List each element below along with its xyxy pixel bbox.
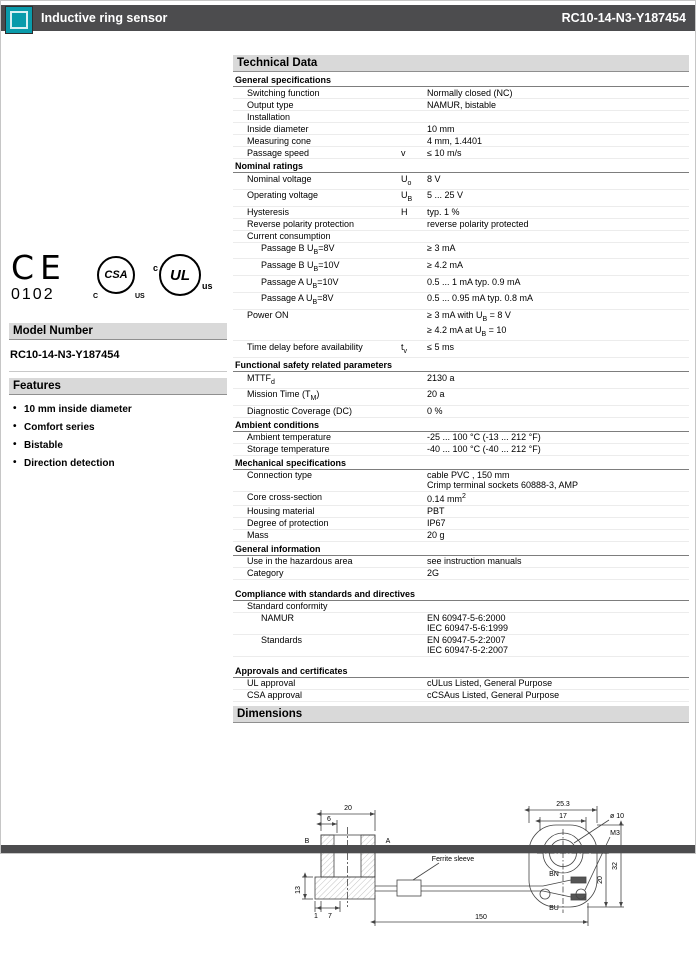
tech-label: Connection type (247, 470, 313, 481)
tech-symbol (401, 432, 427, 442)
dim-label-width-6: 6 (327, 815, 331, 823)
tech-row (233, 341, 689, 358)
dim-label-height-13: 13 (295, 885, 302, 894)
tech-row (233, 406, 689, 418)
tech-value: 2G (427, 568, 440, 579)
tech-label: Passage A $U_B=8V$ (261, 293, 334, 307)
tech-label: Output type (247, 99, 294, 110)
tech-value: 4 mm, 1.4401 (427, 135, 483, 146)
tech-row (233, 372, 689, 389)
tech-symbol: v (401, 147, 406, 158)
tech-symbol (401, 112, 427, 122)
dim-label-height-20: 20 (597, 875, 604, 884)
tech-symbol: $U_o$ (401, 173, 412, 187)
tech-label: Housing material (247, 506, 315, 517)
tech-row (233, 111, 689, 123)
csa-us-mark: US (135, 293, 145, 300)
dim-label-m3: M3 (610, 829, 620, 837)
tech-label: Reverse polarity protection (247, 219, 355, 230)
dim-label-width-253: 25.3 (556, 800, 570, 808)
tech-section-title: General information (233, 543, 689, 556)
ce-mark-letters: CE (11, 248, 67, 287)
ring-cross-section-right (361, 835, 375, 877)
tech-value: -25 ... 100 °C (-13 ... 212 °F) (427, 432, 541, 443)
tech-section-title: Ambient conditions (233, 419, 689, 432)
tech-value (427, 112, 689, 122)
tech-symbol (401, 293, 427, 308)
tech-value: 0.5 ... 1 mA typ. 0.9 mA (427, 276, 521, 287)
tech-label: Ambient temperature (247, 432, 332, 443)
tech-symbol (401, 635, 427, 655)
right-column (233, 55, 689, 960)
tech-row (233, 530, 689, 542)
tech-row (233, 276, 689, 293)
tech-label: Use in the hazardous area (247, 556, 353, 567)
dim-label-dia-10: ø 10 (609, 812, 625, 820)
dim-label-1: 1 (314, 912, 318, 920)
tech-label: Passage speed (247, 147, 310, 158)
tech-section-title: Nominal ratings (233, 160, 689, 173)
tech-value: 10 mm (427, 123, 455, 134)
tech-label: Passage B $U_B=10V$ (261, 259, 340, 273)
tech-symbol (401, 277, 427, 292)
tech-row (233, 635, 689, 657)
tech-label: Time delay before availability (247, 341, 363, 352)
tech-value: ≥ 4.2 mA (427, 259, 463, 270)
ul-logo (159, 254, 201, 296)
tech-row (233, 147, 689, 159)
tech-symbol: $t_v$ (401, 341, 408, 355)
tech-row (233, 219, 689, 231)
tech-label: Passage B $U_B=8V$ (261, 243, 335, 256)
tech-label: Category (247, 568, 284, 579)
tech-label: Standard conformity (247, 601, 328, 612)
ce-mark (11, 248, 67, 304)
header-bar (1, 5, 695, 31)
ring-cross-section-left (321, 835, 334, 877)
tech-symbol (401, 613, 427, 633)
tech-row (233, 389, 689, 406)
tech-symbol (401, 492, 427, 504)
tech-label: Operating voltage (247, 190, 319, 201)
tech-value: 0.5 ... 0.95 mA typ. 0.8 mA (427, 293, 534, 304)
tech-symbol (401, 556, 427, 566)
tech-row (233, 243, 689, 260)
tech-symbol (401, 568, 427, 578)
wire-label-bu: BU (549, 904, 559, 912)
tech-value: cCSAus Listed, General Purpose (427, 690, 560, 701)
tech-label: Current consumption (247, 231, 331, 242)
dim-label-width-17: 17 (559, 812, 567, 820)
tech-symbol (401, 136, 427, 146)
ul-c-mark: c (153, 263, 159, 273)
tech-row (233, 601, 689, 613)
tech-value: ≤ 10 m/s (427, 147, 462, 158)
csa-logo-text: CSA (104, 269, 128, 281)
tech-row (233, 259, 689, 276)
ferrite-sleeve-shape (397, 880, 421, 896)
tech-symbol (401, 690, 427, 700)
feature-item: • Comfort series (11, 422, 225, 433)
feature-item: • Direction detection (11, 458, 225, 469)
tech-row (233, 518, 689, 530)
tech-symbol (401, 406, 427, 416)
model-number: RC10-14-N3-Y187454 (9, 342, 227, 372)
features-heading: Features (9, 378, 227, 395)
tech-row (233, 556, 689, 568)
dimensions-heading: Dimensions (233, 706, 689, 723)
ferrite-sleeve-label: Ferrite sleeve (431, 855, 475, 863)
tech-label: Passage A $U_B=10V$ (261, 276, 339, 290)
tech-value: IP67 (427, 518, 446, 529)
dim-label-7: 7 (328, 912, 332, 920)
tech-row (233, 293, 689, 310)
tech-row (233, 190, 689, 207)
tech-value: ≤ 5 ms (427, 341, 454, 352)
ul-us-mark: us (202, 281, 213, 291)
tech-value: 0 % (427, 406, 443, 417)
tech-symbol (401, 243, 427, 258)
ul-logo-text: UL (170, 266, 190, 284)
tech-label: Mission Time $(T_M)$ (247, 389, 320, 403)
tech-row (233, 678, 689, 690)
content-columns (9, 31, 687, 921)
tech-symbol (401, 88, 427, 98)
tech-row (233, 173, 689, 190)
tech-label: Degree of protection (247, 518, 329, 529)
page-title: Inductive ring sensor (41, 11, 168, 25)
direction-label-a: A (385, 837, 391, 845)
tech-row (233, 470, 689, 492)
brand-icon (5, 6, 33, 34)
feature-item: • 10 mm inside diameter (11, 404, 225, 415)
tech-symbol (401, 506, 427, 516)
tech-section-title: Approvals and certificates (233, 665, 689, 678)
tech-symbol (401, 231, 427, 241)
tech-row (233, 506, 689, 518)
direction-label-b: B (304, 837, 310, 845)
footer-bar (1, 845, 695, 853)
tech-value: Normally closed (NC) (427, 87, 513, 98)
tech-label: Power ON (247, 310, 289, 321)
tech-label: Hysteresis (247, 207, 290, 218)
tech-row (233, 432, 689, 444)
tech-symbol: $U_B$ (401, 190, 413, 204)
tech-label: $MTTF_d$ (247, 372, 275, 386)
tech-symbol (401, 470, 427, 490)
tech-symbol (401, 678, 427, 688)
tech-value: NAMUR, bistable (427, 99, 497, 110)
tech-symbol (401, 444, 427, 454)
left-column (9, 31, 227, 476)
csa-c-mark: C (93, 293, 99, 300)
model-number-heading: Model Number (9, 323, 227, 340)
tech-value: -40 ... 100 °C (-40 ... 212 °F) (427, 444, 541, 455)
tech-label: Diagnostic Coverage (DC) (247, 406, 353, 417)
tech-symbol (401, 260, 427, 275)
tech-value: ≥ 3 mA (427, 243, 456, 254)
tech-value: PBT (427, 506, 445, 517)
tech-label: CSA approval (247, 690, 303, 701)
tech-symbol (401, 530, 427, 540)
features-list (9, 395, 227, 469)
tech-value (427, 601, 689, 611)
tech-label: Installation (247, 111, 291, 122)
csa-logo (97, 256, 135, 294)
tech-symbol (401, 219, 427, 229)
tech-label: Inside diameter (247, 123, 309, 134)
sensor-base (315, 877, 375, 899)
tech-value: typ. 1 % (427, 207, 460, 218)
tech-symbol (401, 518, 427, 528)
tech-row (233, 613, 689, 635)
tech-symbol (401, 389, 427, 404)
tech-value: 5 ... 25 V (427, 190, 464, 201)
mounting-hole-left (540, 889, 550, 899)
certification-logos (9, 248, 227, 323)
tech-value: 20 g (427, 530, 445, 541)
technical-data-heading: Technical Data (233, 55, 689, 72)
tech-row (233, 310, 689, 342)
header-part-number: RC10-14-N3-Y187454 (561, 11, 686, 25)
tech-label: Nominal voltage (247, 173, 312, 184)
dim-label-height-32: 32 (612, 861, 619, 870)
technical-data-table (233, 74, 689, 702)
tech-section-title: Compliance with standards and directives (233, 588, 689, 601)
tech-symbol: H (401, 207, 408, 218)
dimension-drawing (291, 795, 631, 955)
tech-section-title: General specifications (233, 74, 689, 87)
tech-value: 0.14 $mm^2$ (427, 493, 466, 505)
tech-value: 20 a (427, 389, 445, 400)
tech-value (427, 231, 689, 241)
tech-row (233, 690, 689, 702)
tech-row (233, 123, 689, 135)
tech-value: 8 V (427, 173, 441, 184)
tech-row (233, 444, 689, 456)
tech-label: UL approval (247, 678, 296, 689)
tech-symbol (401, 100, 427, 110)
tech-label: Mass (247, 530, 269, 541)
tech-value: ≥ 3 mA with $U_B = 8$ V ≥ 4.2 mA at $U_B = 10$ (427, 310, 511, 338)
tech-row (233, 99, 689, 111)
dim-label-cable-150: 150 (475, 913, 487, 921)
tech-value: EN 60947-5-6:2000 IEC 60947-5-6:1999 (427, 613, 509, 634)
tech-value: see instruction manuals (427, 556, 522, 567)
terminal-bn (571, 877, 586, 883)
tech-value: cable PVC , 150 mm Crimp terminal sockets 60888-3, AMP (427, 470, 579, 491)
terminal-bu (571, 894, 586, 900)
tech-row (233, 207, 689, 219)
tech-value: reverse polarity protected (427, 219, 529, 230)
tech-section-title: Mechanical specifications (233, 457, 689, 470)
tech-value: EN 60947-5-2:2007 IEC 60947-5-2:2007 (427, 635, 509, 656)
tech-value: cULus Listed, General Purpose (427, 678, 553, 689)
tech-row (233, 568, 689, 580)
tech-label: Switching function (247, 87, 320, 98)
tech-row (233, 135, 689, 147)
tech-row (233, 87, 689, 99)
tech-symbol (401, 601, 427, 611)
tech-label: NAMUR (261, 613, 294, 624)
tech-symbol (401, 124, 427, 134)
tech-row (233, 492, 689, 506)
tech-label: Storage temperature (247, 444, 330, 455)
tech-row (233, 231, 689, 243)
dimensions-drawing-area (291, 795, 631, 960)
dim-label-width-20: 20 (344, 804, 352, 812)
wire-label-bn: BN (549, 870, 559, 878)
tech-label: Core cross-section (247, 492, 323, 503)
tech-symbol (401, 373, 427, 388)
tech-section-title: Functional safety related parameters (233, 359, 689, 372)
tech-value: 2130 a (427, 372, 455, 383)
tech-label: Standards (261, 635, 303, 646)
tech-label: Measuring cone (247, 135, 312, 146)
ce-notified-body-number: 0102 (11, 286, 55, 303)
feature-item: • Bistable (11, 440, 225, 451)
tech-symbol (401, 310, 427, 340)
